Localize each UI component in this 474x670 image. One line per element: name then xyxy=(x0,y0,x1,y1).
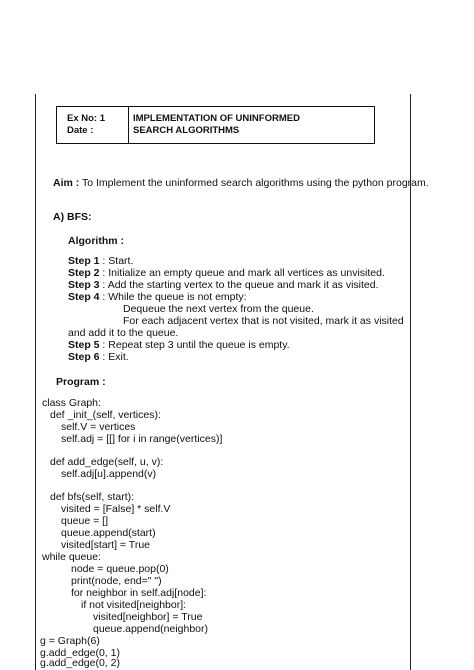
code-line: queue = [] xyxy=(61,515,108,527)
code-line: g = Graph(6) xyxy=(40,635,100,647)
code-line: visited[start] = True xyxy=(61,539,150,551)
step-1: Step 1 : Start. xyxy=(68,255,134,267)
algorithm-heading: Algorithm : xyxy=(68,235,124,247)
section-bfs: A) BFS: xyxy=(53,211,92,223)
header-table xyxy=(56,106,375,144)
code-line: class Graph: xyxy=(42,397,101,409)
step-4-sub-2-cont: and add it to the queue. xyxy=(68,327,179,339)
code-line: node = queue.pop(0) xyxy=(71,563,169,575)
code-line: self.V = vertices xyxy=(61,421,136,433)
code-line: def _init_(self, vertices): xyxy=(50,409,161,421)
code-line: g.add_edge(0, 2) xyxy=(40,657,120,669)
title-line-2: SEARCH ALGORITHMS xyxy=(133,125,240,136)
code-line: queue.append(start) xyxy=(61,527,156,539)
header-right-cell xyxy=(133,113,300,137)
header-divider xyxy=(128,107,129,143)
header-left-cell xyxy=(67,113,105,137)
code-line: def add_edge(self, u, v): xyxy=(50,456,164,468)
date-label: Date : xyxy=(67,125,94,136)
step-4-sub-2: For each adjacent vertex that is not visited, mark it as visited xyxy=(123,315,404,327)
step-3: Step 3 : Add the starting vertex to the queue and mark it as visited. xyxy=(68,279,379,291)
page-border-left xyxy=(35,94,36,670)
code-line: self.adj[u].append(v) xyxy=(61,468,157,480)
code-line: visited[neighbor] = True xyxy=(93,611,203,623)
step-2: Step 2 : Initialize an empty queue and mark all vertices as unvisited. xyxy=(68,267,385,279)
ex-no: Ex No: 1 xyxy=(67,113,106,124)
title-line-1: IMPLEMENTATION OF UNINFORMED xyxy=(133,113,300,124)
aim-paragraph xyxy=(53,177,429,190)
code-line: print(node, end=" ") xyxy=(71,575,162,587)
code-line: while queue: xyxy=(42,551,101,563)
step-4-sub-1: Dequeue the next vertex from the queue. xyxy=(123,303,314,315)
program-heading: Program : xyxy=(56,376,106,388)
code-line: queue.append(neighbor) xyxy=(93,623,209,635)
aim-label: Aim : xyxy=(53,177,80,189)
code-line: self.adj = [[] for i in range(vertices)] xyxy=(61,433,223,445)
code-line: visited = [False] * self.V xyxy=(61,503,171,515)
step-5: Step 5 : Repeat step 3 until the queue is empty. xyxy=(68,339,290,351)
code-line: def bfs(self, start): xyxy=(50,491,135,503)
aim-text: To Implement the uninformed search algorithms using the python program. xyxy=(79,177,429,189)
code-line: g.add_edge(0, 1) xyxy=(40,647,120,659)
step-6: Step 6 : Exit. xyxy=(68,351,129,363)
code-line: for neighbor in self.adj[node]: xyxy=(71,587,207,599)
code-line: if not visited[neighbor]: xyxy=(81,599,187,611)
step-4: Step 4 : While the queue is not empty: xyxy=(68,291,247,303)
